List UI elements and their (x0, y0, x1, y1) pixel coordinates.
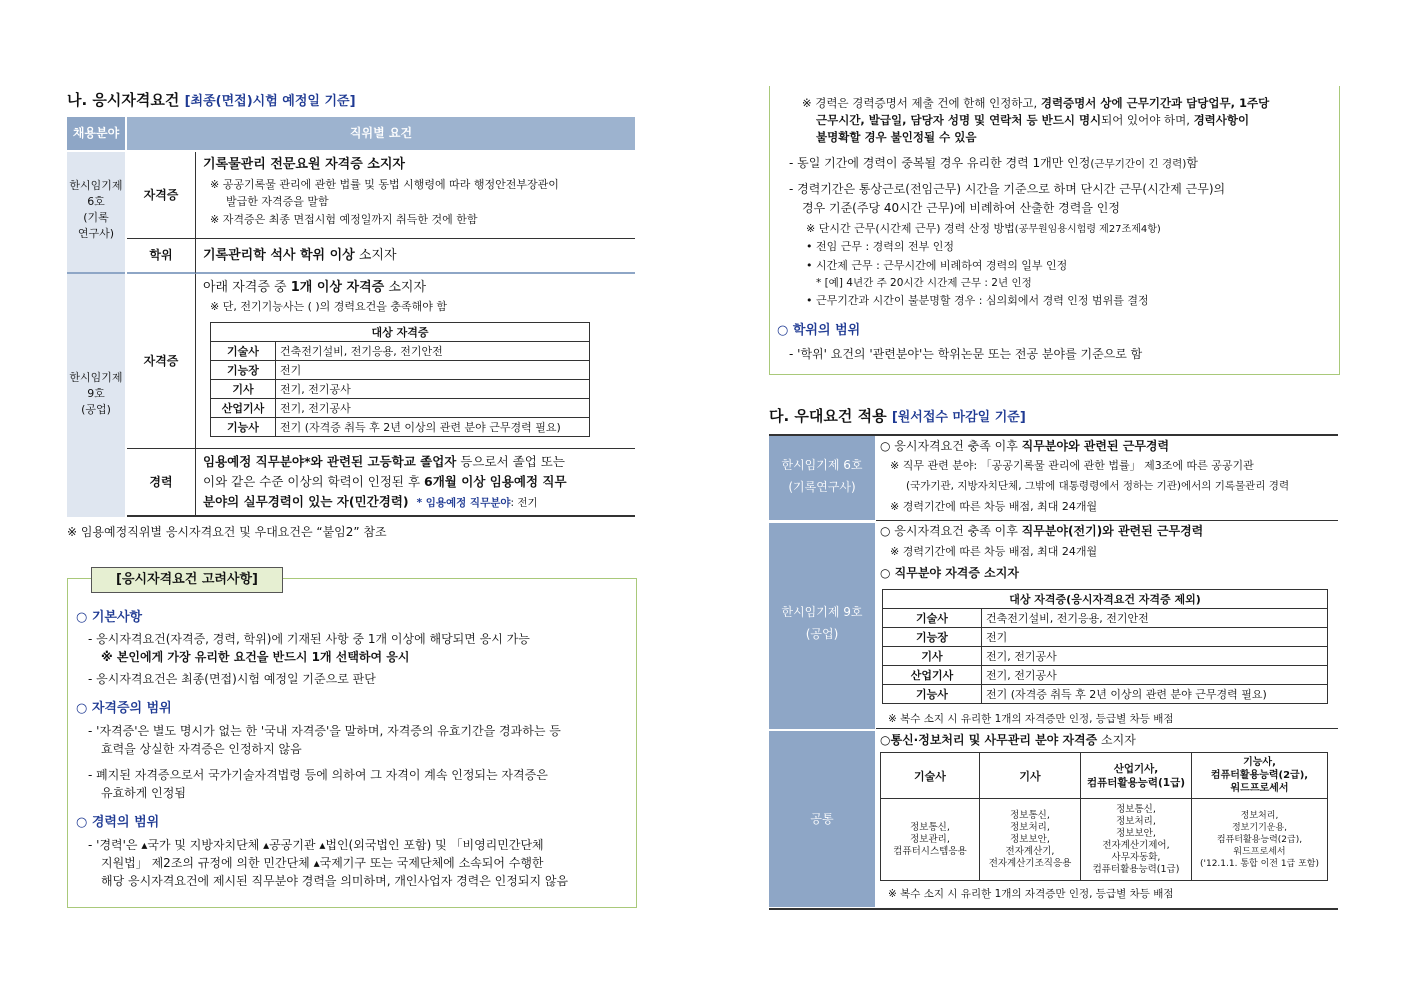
row2-cert-table-header: 대상 자격증 (211, 323, 590, 342)
consider-b5b: 지원법」 제2조의 규정에 의한 민간단체 ▴국제기구 또는 국제단체에 소속되어 수행한 (101, 856, 544, 870)
row2-cert-main (203, 279, 426, 297)
table-cell-key: 기술사 (211, 342, 276, 361)
consider-b2: - 응시자격요건은 최종(면접)시험 예정일 기준으로 판단 (88, 672, 376, 686)
pref-r3-header: 산업기사, 컴퓨터활용능력(1급) (1081, 753, 1192, 799)
row2-cert-main-c: 소지자 (384, 280, 427, 295)
consider-b5a: - '경력'은 ▴국가 및 지방자치단체 ▴공공기관 ▴법인(외국법인 포함) 및 「비영리민간단체 (88, 838, 544, 852)
row2-exp-line1 (203, 452, 565, 472)
pref-r3-l1-b: 통신·정보처리 및 사무관리 분야 자격증 (890, 733, 1098, 747)
rt-n2-small: (공무원임용시험령 제27조제4항) (1014, 224, 1161, 235)
table-row (211, 380, 590, 399)
pref-r2-table-header: 대상 자격증(응시자격요건 자격증 제외) (883, 590, 1328, 609)
row2-cert-label: 자격증 (127, 274, 196, 449)
row2-cert-content (196, 274, 635, 449)
row2-exp-l1-rest: 등으로서 졸업 또는 (456, 454, 565, 469)
row2-exp-line3 (203, 492, 538, 513)
pref-r3-side: 공통 (769, 730, 875, 907)
rt-n1c: 불명확할 경우 불인정될 수 있음 (816, 130, 977, 144)
row2-cert-main-a: 아래 자격증 중 (203, 280, 291, 295)
rt-n1a-bold: 경력증명서 상에 근무기간과 담당업무, 1주당 (1040, 96, 1270, 110)
pref-r3-cell: 정보처리, 정보기기운용, 컴퓨터활용능력(2급), 워드프로세서 ('12.1.1. 통합 이전 1급 포함) (1192, 799, 1328, 881)
consider-h2: ○ 자격증의 범위 (76, 701, 172, 716)
table-row (211, 399, 590, 418)
section-da-heading: 다. 우대요건 적용 (769, 407, 887, 425)
row2-cert-note: ※ 단, 전기기능사는 ( )의 경력요건을 충족해야 함 (210, 300, 448, 313)
row2-field-line: 9호 (87, 387, 105, 400)
pref-r2-l2: ※ 경력기간에 따른 차등 배점, 최대 24개월 (890, 545, 1098, 558)
rt-n1b-rest: 되어 있어야 하며, (1101, 113, 1194, 127)
header-requirement: 직위별 요건 (127, 117, 635, 150)
row2-cert-table (210, 322, 590, 437)
table-cell-key: 기능장 (211, 361, 276, 380)
pref-r2-note: ※ 복수 소지 시 유리한 1개의 자격증만 인정, 등급별 차등 배점 (888, 713, 1174, 725)
pref-r2-side-line: 한시임기제 9호 (781, 605, 863, 619)
table-row (211, 418, 590, 437)
left-footnote: ※ 임용예정직위별 응시자격요건 및 우대요건은 “붙임2” 참조 (67, 525, 387, 539)
pref-r1-l1 (880, 438, 1169, 454)
row2-exp-l2-a: 이와 같은 수준 이상의 학력이 인정된 후 (203, 474, 425, 489)
row1-cert-note2: ※ 자격증은 최종 면접시험 예정일까지 취득한 것에 한함 (210, 213, 478, 226)
rt-n1-line2 (816, 112, 1249, 129)
rt-d1 (789, 154, 1198, 173)
table-cell-value: 전기 (자격증 취득 후 2년 이상의 관련 분야 근무경력 필요) (276, 418, 590, 437)
row2-exp-content (196, 449, 635, 517)
row2-field-line: (공업) (81, 403, 111, 416)
consider-b3a: - '자격증'은 별도 명시가 없는 한 '국내 자격증'을 말하며, 자격증의 유효기간을 경과하는 등 (88, 724, 561, 738)
rt-h-b: - '학위' 요건의 '관련분야'는 학위논문 또는 전공 분야를 기준으로 함 (789, 347, 1143, 361)
pref-r1-l4: ※ 경력기간에 따른 차등 배점, 최대 24개월 (890, 500, 1098, 513)
pref-r3-header: 기능사, 컴퓨터활용능력(2급), 워드프로세서 (1192, 753, 1328, 799)
consider-b3b: 효력을 상실한 자격증은 인정하지 않음 (101, 742, 302, 756)
rt-d1-small: (근무기간이 긴 경력) (1090, 158, 1187, 170)
row1-degree-content (196, 239, 635, 274)
row1-degree-label: 학위 (127, 239, 196, 274)
rt-p2: • 시간제 근무 : 근무시간에 비례하여 경력의 일부 인정 (806, 259, 1068, 272)
row2-exp-l2-b: 6개월 이상 임용예정 직무 (424, 474, 567, 489)
rt-n1a: ※ 경력은 경력증명서 제출 건에 한해 인정하고, (802, 96, 1041, 110)
row1-field-line: (기록 (83, 211, 109, 224)
rt-n1-line1 (802, 95, 1269, 112)
table-cell-key: 기사 (883, 647, 982, 666)
pref-r3-l1 (880, 732, 1136, 748)
row1-field-line: 6호 (87, 195, 105, 208)
table-cell-value: 전기, 전기공사 (276, 399, 590, 418)
table-row (883, 685, 1328, 704)
row1-cert-content (196, 152, 635, 239)
pref-r1-side-line: (기록연구사) (788, 480, 856, 494)
table-cell-value: 전기 (982, 628, 1328, 647)
pref-r1-l1-b: 직무분야와 관련된 근무경력 (1021, 439, 1170, 453)
rt-p3: • 근무기간과 시간이 불분명할 경우 : 심의회에서 경력 인정 범위를 결정 (806, 294, 1149, 307)
pref-r3-cell: 정보통신, 정보처리, 정보보안, 전자계산기제어, 사무자동화, 컴퓨터활용능력(1급) (1081, 799, 1192, 881)
row1-cert-note1: ※ 공공기록물 관리에 관한 법률 및 동법 시행령에 따라 행정안전부장관이 (210, 178, 559, 191)
requirement-table (67, 117, 635, 517)
table-cell-key: 기능장 (883, 628, 982, 647)
section-na-subtitle: [최종(면접)시험 예정일 기준] (184, 94, 356, 109)
pref-r1-side (769, 436, 875, 520)
table-cell-value: 전기, 전기공사 (276, 380, 590, 399)
table-row (211, 342, 590, 361)
row1-field-line: 한시임기제 (69, 179, 123, 192)
pref-r1-side-line: 한시임기제 6호 (781, 458, 863, 472)
row2-exp-l3-bold: 분야의 실무경력이 있는 자(민간경력) (203, 494, 409, 509)
table-cell-value: 전기 (자격증 취득 후 2년 이상의 관련 분야 근무경력 필요) (982, 685, 1328, 704)
pref-r1-l2: ※ 직무 관련 분야: 「공공기록물 관리에 관한 법률」 제3조에 따른 공공기관 (890, 459, 1254, 472)
row2-field (67, 274, 125, 517)
pref-r2-side-line: (공업) (805, 627, 839, 641)
pref-r3-header: 기술사 (881, 753, 980, 799)
row2-exp-note-a: * 임용예정 직무분야 (416, 497, 511, 509)
rt-d2b: 경우 기준(주당 40시간 근무)에 비례하여 산출한 경력을 인정 (802, 201, 1120, 215)
table-cell-key: 산업기사 (883, 666, 982, 685)
row1-degree-bold: 기록관리학 석사 학위 이상 (203, 248, 355, 263)
row2-field-line: 한시임기제 (69, 371, 123, 384)
consider-h3: ○ 경력의 범위 (76, 815, 160, 830)
rt-d1-main: - 동일 기간에 경력이 중복될 경우 유리한 경력 1개만 인정 (789, 156, 1091, 170)
pref-r3-cell: 정보통신, 정보처리, 정보보안, 전자계산기, 전자계산기조직응용 (980, 799, 1081, 881)
pref-r2-table (882, 589, 1328, 704)
consider-b1-note: ※ 본인에게 가장 유리한 요건을 반드시 1개 선택하여 응시 (101, 650, 410, 664)
row1-field (67, 152, 125, 274)
row2-exp-line2 (203, 472, 567, 492)
pref-r2-l1-b: 직무분야(전기)와 관련된 근무경력 (1021, 524, 1204, 538)
pref-r3-note: ※ 복수 소지 시 유리한 1개의 자격증만 인정, 등급별 차등 배점 (888, 888, 1174, 900)
section-na-title (67, 89, 356, 110)
pref-r3-l1-a: ○ (880, 733, 891, 747)
section-da-title (769, 405, 1026, 426)
rt-p2-ex: * [예] 4년간 주 20시간 시간제 근무 : 2년 인정 (816, 277, 1032, 289)
table-cell-key: 산업기사 (211, 399, 276, 418)
row1-degree-rest: 소지자 (354, 248, 397, 263)
pref-r3-cell: 정보통신, 정보관리, 컴퓨터시스템응용 (881, 799, 980, 881)
pref-r1-l3: (국가기관, 지방자치단체, 그밖에 대통령령에서 정하는 기관)에서의 기록물관리 경력 (906, 480, 1290, 492)
consider-b4b: 유효하게 인정됨 (101, 786, 186, 800)
table-cell-value: 전기 (276, 361, 590, 380)
table-row (883, 628, 1328, 647)
rt-n1b-bold2: 경력사항이 (1193, 113, 1250, 127)
table-cell-key: 기능사 (883, 685, 982, 704)
rt-h: ○ 학위의 범위 (777, 323, 861, 338)
consider-b1: - 응시자격요건(자격증, 경력, 학위)에 기재된 사항 중 1개 이상에 해당되면 응시 가능 (88, 632, 530, 646)
consider-h1: ○ 기본사항 (76, 610, 143, 625)
table-cell-value: 전기, 전기공사 (982, 666, 1328, 685)
row1-cert-note1b: 발급한 자격증을 말함 (226, 195, 329, 208)
rt-n2 (806, 221, 1161, 238)
table-cell-value: 건축전기설비, 전기응용, 전기안전 (982, 609, 1328, 628)
row2-exp-note-b: : 전기 (510, 497, 538, 509)
pref-r2-side (769, 522, 875, 729)
rt-n1b-bold: 근무시간, 발급일, 담당자 성명 및 연락처 등 반드시 명시 (816, 113, 1102, 127)
table-row (883, 666, 1328, 685)
header-field: 채용분야 (67, 117, 125, 150)
pref-r3-header: 기사 (980, 753, 1081, 799)
table-cell-key: 기능사 (211, 418, 276, 437)
pref-r2-l3: ○ 직무분야 자격증 소지자 (880, 566, 1019, 580)
table-cell-key: 기술사 (883, 609, 982, 628)
table-cell-key: 기사 (211, 380, 276, 399)
pref-r2-l1 (880, 523, 1203, 539)
rt-p1: • 전임 근무 : 경력의 전부 인정 (806, 240, 955, 253)
row1-field-line: 연구사) (77, 227, 115, 240)
pref-r3-table (880, 752, 1328, 881)
pref-r1-l1-a: ○ 응시자격요건 충족 이후 (880, 439, 1022, 453)
row1-cert-main: 기록물관리 전문요원 자격증 소지자 (203, 157, 405, 172)
consider-b5c: 해당 응시자격요건에 제시된 직무분야 경력을 의미하며, 개인사업자 경력은 인정되지 않음 (101, 874, 569, 888)
row1-cert-label: 자격증 (127, 152, 196, 239)
rt-d1-end: 함 (1186, 156, 1198, 170)
table-row (883, 609, 1328, 628)
rt-d2a: - 경력기간은 통상근로(전임근무) 시간을 기준으로 하며 단시간 근무(시간제 근무)의 (789, 182, 1226, 196)
section-da-subtitle: [원서접수 마감일 기준] (891, 410, 1026, 425)
row2-cert-main-b: 1개 이상 자격증 (290, 280, 385, 295)
table-cell-value: 건축전기설비, 전기응용, 전기안전 (276, 342, 590, 361)
section-na-heading: 나. 응시자격요건 (67, 91, 180, 109)
pref-r2-l1-a: ○ 응시자격요건 충족 이후 (880, 524, 1022, 538)
consider-title: [응시자격요건 고려사항] (91, 567, 283, 593)
table-row (211, 361, 590, 380)
table-row (883, 647, 1328, 666)
row2-exp-label: 경력 (127, 449, 196, 517)
rt-n2-main: ※ 단시간 근무(시간제 근무) 경력 산정 방법 (806, 222, 1015, 235)
row2-exp-l1-bold: 임용예정 직무분야*와 관련된 고등학교 졸업자 (203, 454, 457, 469)
table-cell-value: 전기, 전기공사 (982, 647, 1328, 666)
pref-r3-l1-c: 소지자 (1097, 733, 1136, 747)
consider-b4a: - 폐지된 자격증으로서 국가기술자격법령 등에 의하여 그 자격이 계속 인정되는 자격증은 (88, 768, 548, 782)
